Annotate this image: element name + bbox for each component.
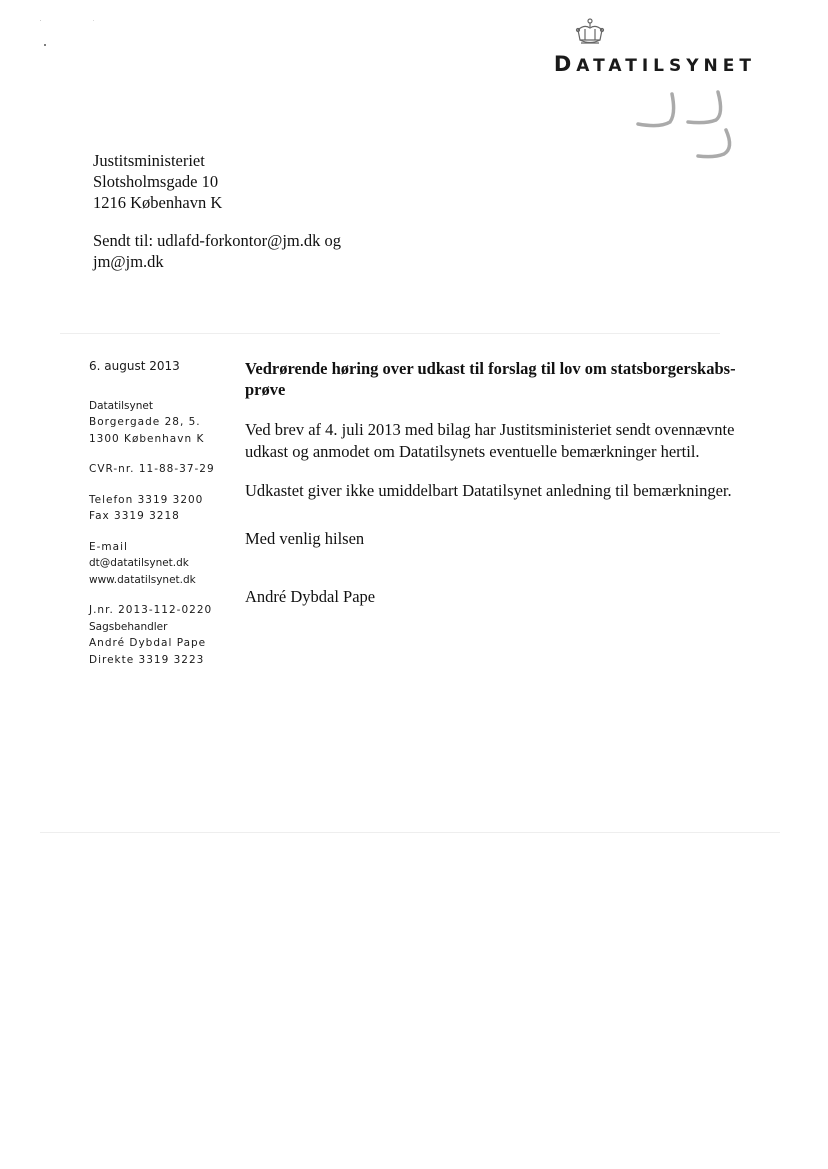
sent-to-line: Sendt til: udlafd-forkontor@jm.dk og [93, 231, 341, 250]
case-handler-name: André Dybdal Pape [89, 637, 207, 649]
org-street: Borgergade 28, 5. [89, 416, 201, 428]
case-handler-label: Sagsbehandler [89, 620, 168, 633]
recipient-city: 1216 København K [93, 193, 223, 212]
org-city: 1300 København K [89, 432, 205, 445]
faint-divider [60, 333, 720, 334]
fax-number: Fax 3319 3218 [89, 510, 180, 522]
journal-number: J.nr. 2013-112-0220 [89, 604, 213, 616]
faint-divider [40, 832, 780, 833]
email-address: dt@datatilsynet.dk [89, 557, 189, 569]
letter-subject: Vedrørende høring over udkast til forslag til lov om statsborgerskabs-prøve [245, 359, 736, 399]
scan-speck [40, 20, 41, 21]
recipient-street: Slotsholmsgade 10 [93, 172, 219, 191]
letter-date: 6. august 2013 [89, 359, 180, 373]
direct-phone: Direkte 3319 3223 [89, 653, 205, 666]
brand-wordmark: DATATILSYNET [553, 52, 756, 76]
signer-name: André Dybdal Pape [245, 587, 376, 606]
datatilsynet-logo [526, 16, 756, 76]
sender-info-sidebar [89, 358, 239, 682]
scan-speck [44, 44, 46, 46]
phone-block [89, 492, 239, 525]
sent-to-block [93, 230, 341, 272]
sender-address [89, 398, 239, 448]
contact-block [89, 539, 239, 589]
cvr-number: CVR-nr. 11-88-37-29 [89, 463, 215, 475]
body-paragraph: Udkastet giver ikke umiddelbart Datatilsynet anledning til bemærkninger. [245, 481, 732, 500]
body-paragraph: Ved brev af 4. juli 2013 med bilag har Justitsministeriet sendt ovennævnte udkast og anmodet om Datatilsynets eventuelle bemærkninger hertil. [245, 420, 735, 461]
case-block [89, 602, 239, 668]
website: www.datatilsynet.dk [89, 573, 196, 586]
email-label: E-mail [89, 540, 128, 553]
recipient-address [93, 150, 222, 213]
letter-body [245, 358, 755, 608]
crown-icon [574, 18, 606, 48]
closing-salutation: Med venlig hilsen [245, 529, 365, 548]
scan-speck [93, 20, 94, 21]
phone-number: Telefon 3319 3200 [89, 493, 204, 506]
cvr-block [89, 461, 239, 478]
handwritten-mark [630, 86, 740, 166]
org-name: Datatilsynet [89, 399, 153, 412]
sent-to-line: jm@jm.dk [93, 252, 164, 271]
recipient-name: Justitsministeriet [93, 151, 205, 170]
